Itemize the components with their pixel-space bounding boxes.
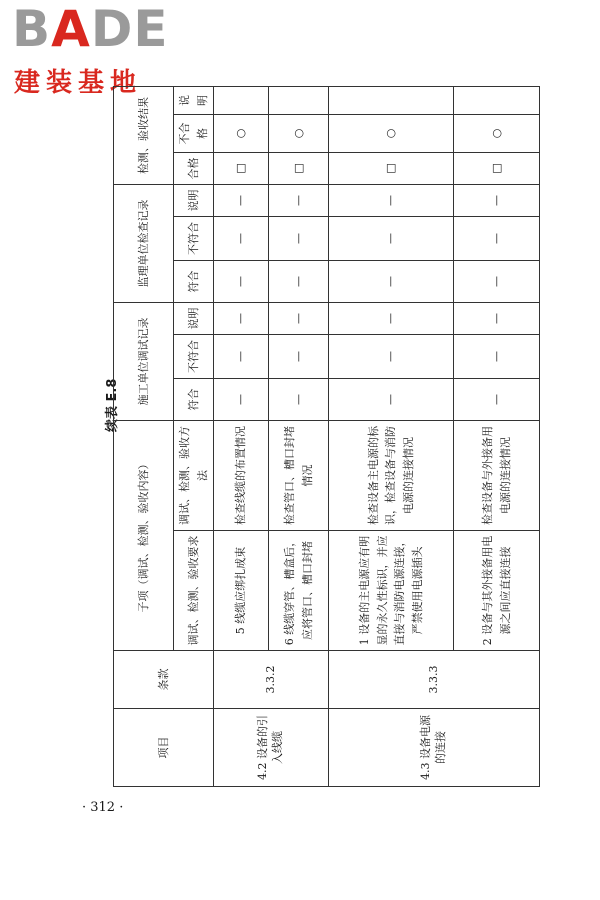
- dash-cell: —: [214, 335, 269, 379]
- header-remark: 说明: [174, 302, 214, 334]
- dash-cell: —: [329, 216, 454, 260]
- dash-cell: —: [329, 335, 454, 379]
- header-nonconform: 不符合: [174, 335, 214, 379]
- table-caption: 续表 E.8: [105, 378, 120, 432]
- dash-cell: —: [214, 260, 269, 302]
- remark-cell: [454, 86, 540, 114]
- header-supervision-unit: 监理单位检查记录: [114, 184, 174, 302]
- dash-cell: —: [329, 184, 454, 216]
- dash-cell: —: [269, 335, 329, 379]
- dash-cell: —: [329, 379, 454, 421]
- qualified-checkbox: □: [214, 152, 269, 184]
- requirement-cell: 5 线缆应绑扎成束: [214, 531, 269, 651]
- clause-cell: 3.3.3: [329, 651, 540, 709]
- header-nonconform: 不符合: [174, 216, 214, 260]
- dash-cell: —: [214, 184, 269, 216]
- header-clause: 条款: [114, 651, 214, 709]
- header-item: 项目: [114, 709, 214, 787]
- dash-cell: —: [329, 302, 454, 334]
- dash-cell: —: [454, 216, 540, 260]
- dash-cell: —: [269, 260, 329, 302]
- unqualified-mark: ○: [454, 114, 540, 152]
- remark-cell: [269, 86, 329, 114]
- header-conform: 符合: [174, 379, 214, 421]
- table-row: [214, 86, 269, 786]
- qualified-checkbox: □: [269, 152, 329, 184]
- logo-accent-letter: A: [51, 0, 91, 58]
- brand-chinese: 建装基地: [14, 68, 143, 98]
- requirement-cell: 6 线缆穿管、槽盒后，应将管口、槽口封堵: [269, 531, 329, 651]
- header-construction-unit: 施工单位调试记录: [114, 302, 174, 420]
- unqualified-mark: ○: [214, 114, 269, 152]
- rotated-table-wrapper: [113, 94, 523, 787]
- page-number: · 312 ·: [82, 800, 124, 815]
- dash-cell: —: [214, 379, 269, 421]
- header-acceptance-result: 检测、验收结果: [114, 86, 174, 184]
- header-sub-item: 子项（调试、检测、验收内容）: [114, 421, 174, 651]
- dash-cell: —: [329, 260, 454, 302]
- header-remark: 说明: [174, 184, 214, 216]
- dash-cell: —: [454, 302, 540, 334]
- dash-cell: —: [454, 379, 540, 421]
- method-cell: 检查设备与外接备用电源的连接情况: [454, 421, 540, 531]
- dash-cell: —: [269, 379, 329, 421]
- qualified-checkbox: □: [329, 152, 454, 184]
- header-remark: 说明: [174, 86, 214, 114]
- item-cell: 4.3 设备电源的连接: [329, 709, 540, 787]
- dash-cell: —: [269, 216, 329, 260]
- logo-letters: DE: [90, 0, 169, 58]
- dash-cell: —: [214, 302, 269, 334]
- inspection-table: [113, 86, 540, 787]
- dash-cell: —: [454, 260, 540, 302]
- dash-cell: —: [269, 302, 329, 334]
- qualified-checkbox: □: [454, 152, 540, 184]
- header-unqualified: 不合格: [174, 114, 214, 152]
- dash-cell: —: [454, 184, 540, 216]
- logo-letters: B: [12, 0, 52, 58]
- header-conform: 符合: [174, 260, 214, 302]
- dash-cell: —: [214, 216, 269, 260]
- method-cell: 检查设备主电源的标识，检查设备与消防电源的连接情况: [329, 421, 454, 531]
- header-requirement: 调试、检测、验收要求: [174, 531, 214, 651]
- brand-logo: [12, 0, 169, 58]
- method-cell: 检查管口、槽口封堵情况: [269, 421, 329, 531]
- header-method: 调试、检测、验收方法: [174, 421, 214, 531]
- clause-cell: 3.3.2: [214, 651, 329, 709]
- unqualified-mark: ○: [329, 114, 454, 152]
- remark-cell: [214, 86, 269, 114]
- table-row: [329, 86, 454, 786]
- dash-cell: —: [269, 184, 329, 216]
- item-cell: 4.2 设备的引入线缆: [214, 709, 329, 787]
- remark-cell: [329, 86, 454, 114]
- method-cell: 检查线缆的布置情况: [214, 421, 269, 531]
- dash-cell: —: [454, 335, 540, 379]
- requirement-cell: 2 设备与其外接备用电源之间应直接连接: [454, 531, 540, 651]
- requirement-cell: 1 设备的主电源应有明显的永久性标识，并应直接与消防电源连接，严禁使用电源插头: [329, 531, 454, 651]
- unqualified-mark: ○: [269, 114, 329, 152]
- header-qualified: 合格: [174, 152, 214, 184]
